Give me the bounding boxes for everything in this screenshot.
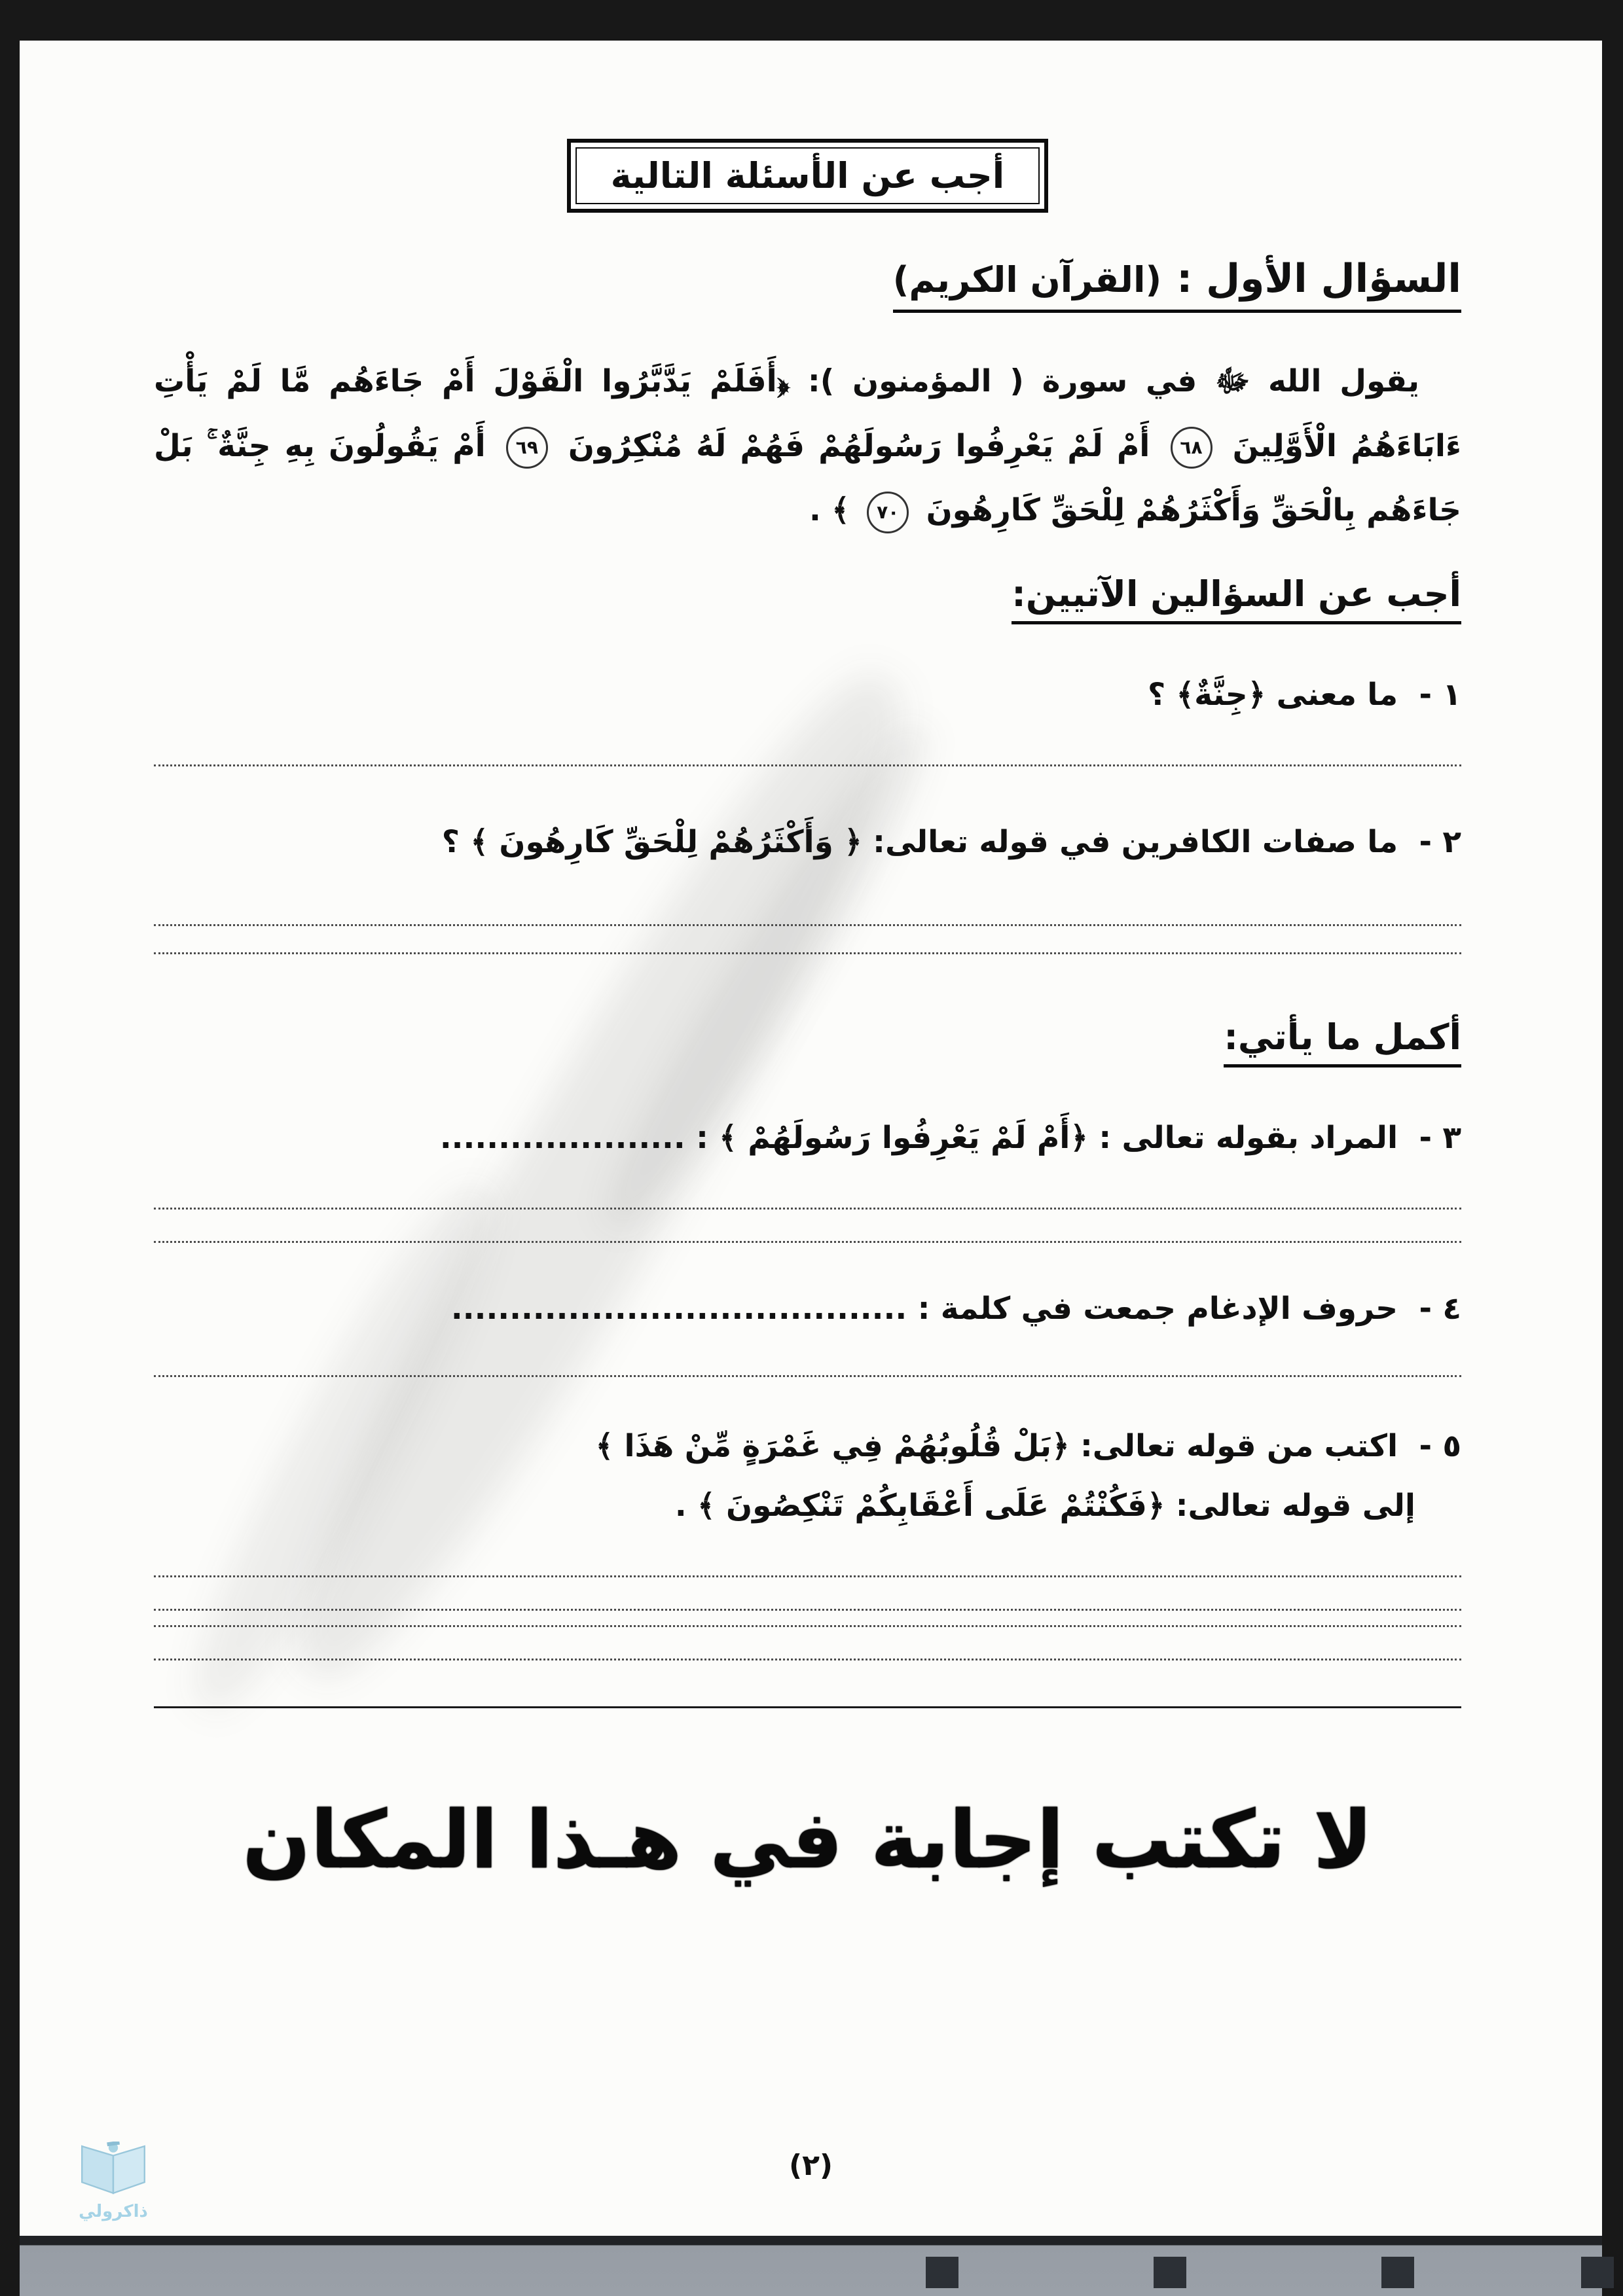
question-4-text: حروف الإدغام جمعت في كلمة : ....................................... [450, 1290, 1398, 1327]
question-5-line-2 [154, 1476, 1461, 1536]
question-5-line2-quote: ﴿فَكُنْتُمْ عَلَى أَعْقَابِكُمْ تَنْكِصُونَ ﴾ [697, 1488, 1165, 1524]
no-answer-warning: لا تكتب إجابة في هـذا المكان [242, 1793, 1373, 1886]
exam-content [20, 41, 1602, 2236]
scanner-bottom-band [20, 2236, 1602, 2296]
answer-line [154, 1208, 1461, 1210]
question-1-mark: ؟ [1147, 677, 1166, 713]
question-4 [154, 1279, 1461, 1339]
answer-line [154, 1375, 1461, 1377]
section-divider [154, 1706, 1461, 1708]
passage-intro: يقول الله ﷻ في سورة ( المؤمنون ): [790, 363, 1419, 399]
question-4-number: ٤ - [1419, 1290, 1461, 1327]
answer-line [154, 1575, 1461, 1577]
answer-line [154, 952, 1461, 954]
quran-passage [154, 350, 1461, 543]
answer-line [154, 1659, 1461, 1660]
question-2-number: ٢ - [1419, 823, 1461, 860]
quran-verse-c: أَمْ يَقُولُونَ بِهِ جِنَّةٌ ۚ بَلْ جَاءَهُم بِالْحَقِّ وَأَكْثَرُهُمْ لِلْحَقِّ كَارِهُونَ [154, 427, 1461, 529]
page-number: (٢) [788, 2149, 833, 2182]
question-one-heading-row [154, 256, 1461, 313]
question-one-heading [893, 256, 1461, 313]
title-box-wrapper [154, 139, 1461, 213]
question-1-quote: ﴿جِنَّةٌ﴾ [1176, 677, 1266, 713]
ayah-marker-69: ٦٩ [506, 427, 548, 469]
ayah-marker-70: ٧٠ [867, 492, 909, 533]
scan-artifact-square [1581, 2257, 1614, 2288]
question-5 [154, 1416, 1461, 1477]
question-one-topic: (القرآن الكريم) [892, 259, 1162, 300]
question-5-number: ٥ - [1419, 1427, 1461, 1464]
scan-artifact-square [1381, 2257, 1414, 2288]
question-1-text: ما معنى [1266, 677, 1398, 713]
question-5-quote: ﴿بَلْ قُلُوبُهُمْ فِي غَمْرَةٍ مِّنْ هَذَا ﴾ [595, 1427, 1070, 1464]
exam-page [20, 41, 1602, 2236]
quran-verse-b: أَمْ لَمْ يَعْرِفُوا رَسُولَهُمْ فَهُمْ لَهُ مُنْكِرُونَ [568, 427, 1150, 464]
sub-heading: أجب عن السؤالين الآتيين: [1012, 573, 1461, 624]
question-2-text: ما صفات الكافرين في قوله تعالى: [862, 823, 1398, 860]
question-5-line2-text: إلى قوله تعالى: [1165, 1488, 1415, 1524]
question-3 [154, 1108, 1461, 1168]
quran-verse-a: ﴿أَفَلَمْ يَدَّبَّرُوا الْقَوْلَ أَمْ جَاءَهُم مَّا لَمْ يَأْتِ ءَابَاءَهُمُ الْأَوَّلِينَ [154, 363, 1462, 464]
answer-line [154, 1625, 1461, 1627]
question-1-number: ١ - [1419, 677, 1461, 713]
answer-line [154, 1609, 1461, 1611]
question-one-title: السؤال الأول : [1176, 256, 1461, 302]
question-5-line2-end: . [674, 1488, 687, 1524]
scan-artifact-square [926, 2257, 958, 2288]
page-title: أجب عن الأسئلة التالية [575, 147, 1040, 204]
question-3-number: ٣ - [1419, 1120, 1461, 1157]
answer-line [154, 924, 1461, 926]
page-title-box [567, 139, 1049, 213]
ayah-marker-68: ٦٨ [1171, 427, 1213, 469]
question-5-text: اكتب من قوله تعالى: [1069, 1427, 1398, 1464]
question-2 [154, 812, 1461, 872]
complete-heading: أكمل ما يأتي: [1224, 1016, 1461, 1067]
open-book-icon [74, 2142, 153, 2198]
brand-watermark [58, 2142, 169, 2221]
complete-heading-row [154, 1016, 1461, 1067]
question-1 [154, 665, 1461, 725]
answer-line [154, 1241, 1461, 1243]
answer-line [154, 764, 1461, 766]
brand-watermark-text: ذاكرولي [79, 2202, 148, 2221]
question-3-quote: ﴿أَمْ لَمْ يَعْرِفُوا رَسُولَهُمْ ﴾ [719, 1120, 1088, 1157]
question-3-text: المراد بقوله تعالى : [1099, 1120, 1398, 1157]
quran-verse-close: ﴾ . [809, 492, 850, 529]
sub-heading-row [154, 573, 1461, 624]
scan-artifact-square [1154, 2257, 1186, 2288]
question-2-mark: ؟ [441, 823, 460, 860]
question-2-quote: ﴿ وَأَكْثَرُهُمْ لِلْحَقِّ كَارِهُونَ ﴾ [470, 823, 862, 860]
question-3-blank: : ..................... [439, 1120, 708, 1157]
